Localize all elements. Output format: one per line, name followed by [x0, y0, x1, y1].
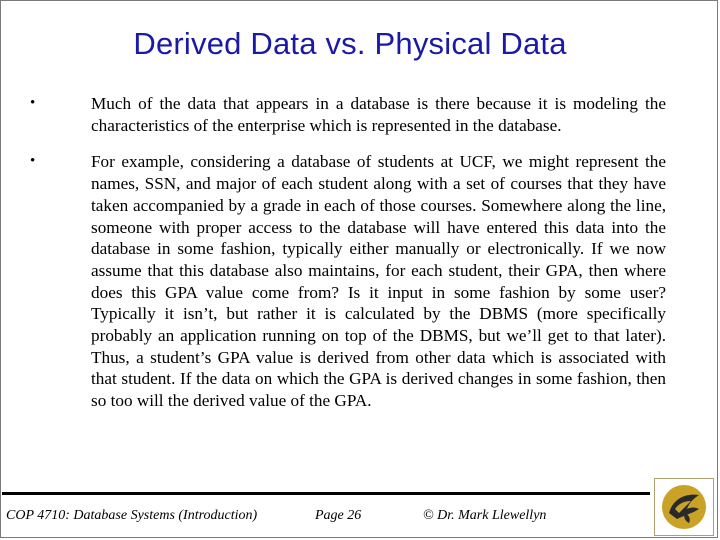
footer-author: © Dr. Mark Llewellyn: [423, 508, 547, 523]
bullet-marker: •: [30, 95, 36, 111]
footer-course: COP 4710: Database Systems (Introduction): [6, 508, 258, 523]
bullet-text: For example, considering a database of students at UCF, we might represent the names, SSN, and major of each student along with a set of courses that they have taken accompanied by a grade in each of those courses. Somewhere along the line, someone with proper access to the database will have entered this data into the database in some fashion, typically either manually or electronically. If we now assume that this database also maintains, for each student, their GPA, then where does this GPA value come from? Is it input in some fashion by some user? Typically it isn’t, but rather it is calculated by the DBMS (more specifically probably an application running on top of the DBMS, but we’ll get to that later). Thus, a student’s GPA value is derived from other data which is associated with that student. If the data on which the GPA is derived changes in some fashion, then so too will the derived value of the GPA.: [91, 152, 666, 411]
ucf-pegasus-logo-icon: [654, 478, 714, 536]
bullet-marker: •: [30, 153, 36, 170]
bullet-list: [30, 93, 666, 412]
footer-divider: [2, 492, 650, 495]
slide-footer: [0, 492, 650, 536]
bullet-item: [30, 93, 666, 136]
slide-title: Derived Data vs. Physical Data: [133, 26, 567, 61]
bullet-item: [30, 151, 666, 411]
bullet-text: Much of the data that appears in a database is there because it is modeling the characteristics of the enterprise which is represented in the database.: [91, 94, 666, 135]
footer-page-number: Page 26: [315, 508, 362, 523]
